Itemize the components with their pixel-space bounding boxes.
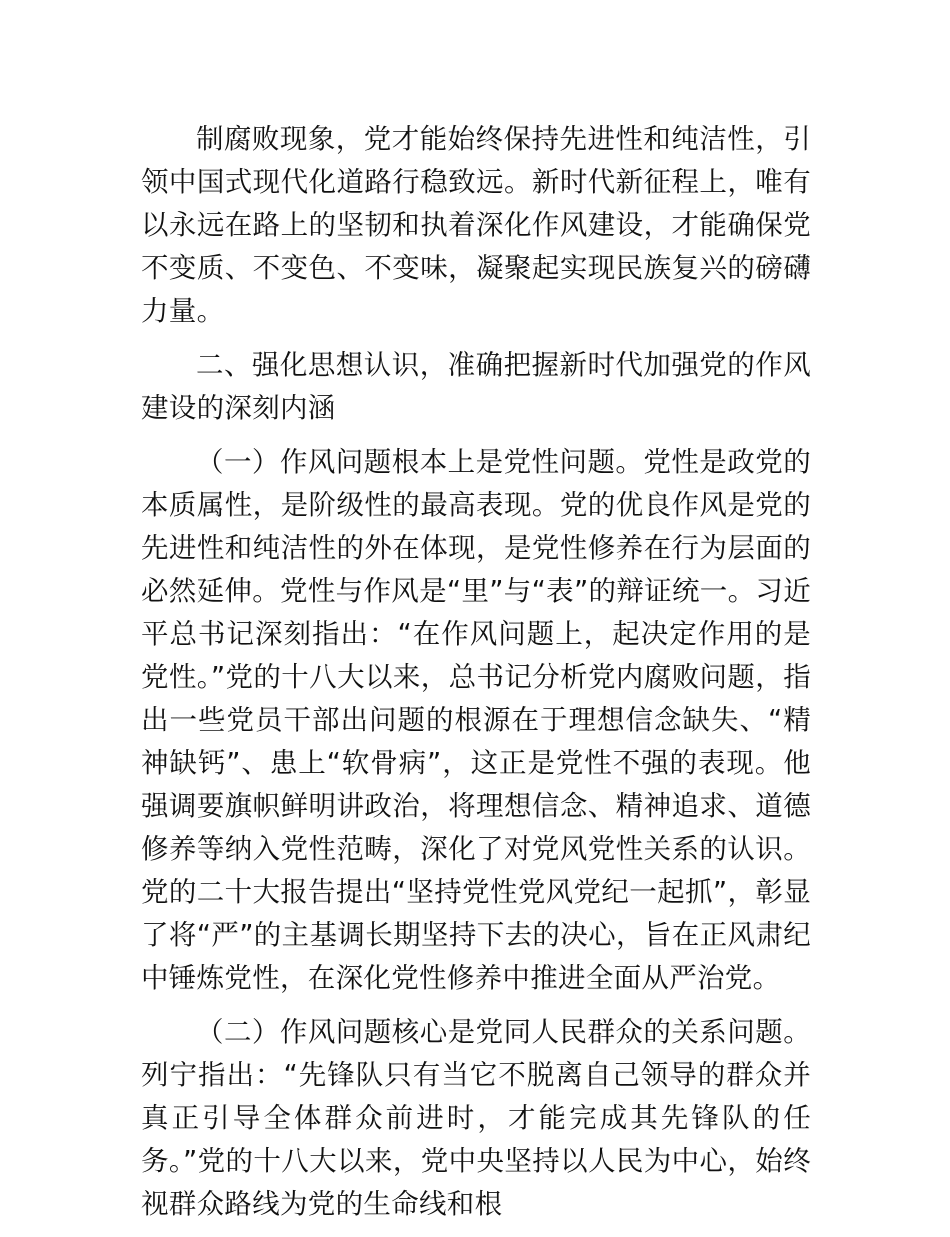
section-heading-two: 二、强化思想认识，准确把握新时代加强党的作风建设的深刻内涵	[141, 349, 811, 424]
body-paragraph-conclusion: 制腐败现象，党才能始终保持先进性和纯洁性，引领中国式现代化道路行稳致远。新时代新征程上，唯有以永远在路上的坚韧和执着深化作风建设，才能确保党不变质、不变色、不变味，凝聚起实现民族复兴的磅礴力量。	[141, 123, 811, 327]
document-page	[141, 118, 811, 1237]
body-paragraph-subsection-one: （一）作风问题根本上是党性问题。党性是政党的本质属性，是阶级性的最高表现。党的优良作风是党的先进性和纯洁性的外在体现，是党性修养在行为层面的必然延伸。党性与作风是“里”与“表”的辩证统一。习近平总书记深刻指出：“在作风问题上，起决定作用的是党性。”党的十八大以来，总书记分析党内腐败问题，指出一些党员干部出问题的根源在于理想信念缺失、“精神缺钙”、患上“软骨病”，这正是党性不强的表现。他强调要旗帜鲜明讲政治，将理想信念、精神追求、道德修养等纳入党性范畴，深化了对党风党性关系的认识。党的二十大报告提出“坚持党性党风党纪一起抓”，彰显了将“严”的主基调长期坚持下去的决心，旨在正风肃纪中锤炼党性，在深化党性修养中推进全面从严治党。	[141, 446, 811, 994]
body-paragraph-subsection-two: （二）作风问题核心是党同人民群众的关系问题。列宁指出：“先锋队只有当它不脱离自己领导的群众并真正引导全体群众前进时，才能完成其先锋队的任务。”党的十八大以来，党中央坚持以人民为中心，始终视群众路线为党的生命线和根	[141, 1016, 811, 1220]
